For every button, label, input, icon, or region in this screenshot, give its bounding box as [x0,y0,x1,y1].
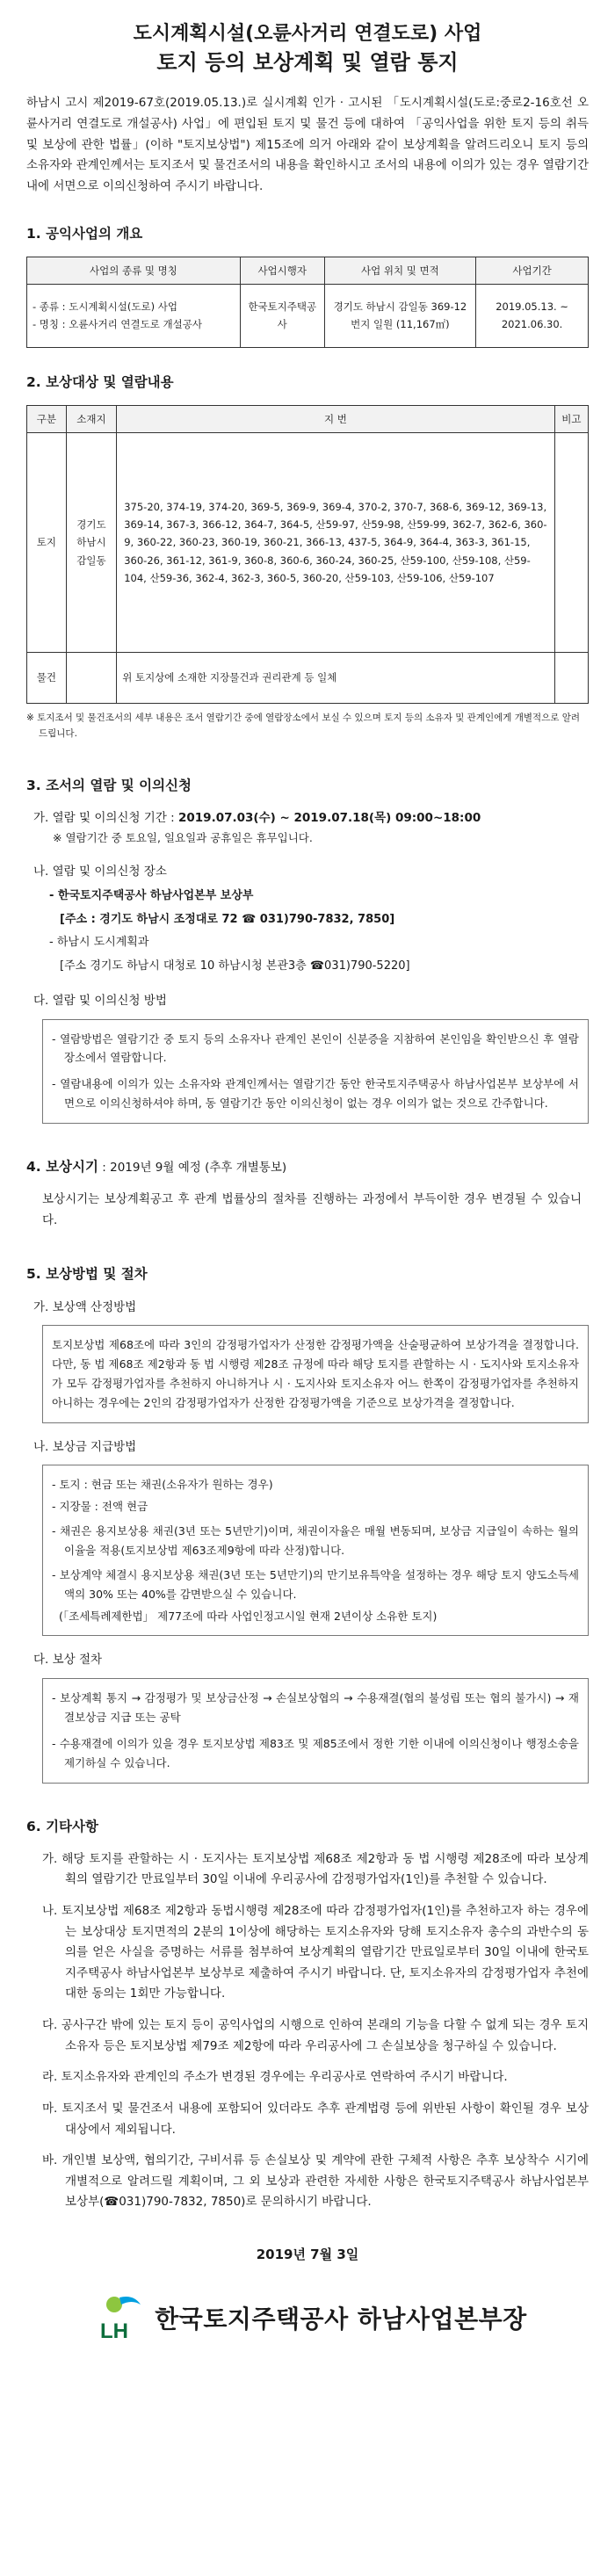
page-title-line1: 도시계획시설(오륜사거리 연결도로) 사업 [133,23,482,45]
section5-c [26,1650,589,1671]
holiday-note: ※ 열람기간 중 토요일, 일요일과 공휴일은 휴무입니다. [53,831,313,845]
place1-name: - 한국토지주택공사 하남사업본부 보상부 [49,888,254,902]
misc-item: 나. 토지보상법 제68조 제2항과 동법시행령 제28조에 따라 감정평가업자(1인)를 추천하고자 하는 경우에는 보상대상 토지면적의 2분의 1이상에 해당하는 토지소유자와 당해 토지소유자 총수의 과반수의 동의를 얻은 사실을 증명하는 서류를 첨부하여 보상계획의 열람기간 만료일로부터 30일 이내에 한국토지주택공사 하남사업본부 보상부로 제출하여 주시기 바랍니다. 단, 토지소유자의 감정평가업자 추천에 대한 동의는 1회만 가능합니다. [42,1903,589,2001]
method-item: - 열람방법은 열람기간 중 토지 등의 소유자나 관계인 본인이 신분증을 지참하여 본인임을 확인받으신 후 열람 장소에서 열람합니다. [52,1031,579,1065]
table-row [27,653,589,704]
logo-text: LH [100,2319,129,2344]
inspection-method-box [42,1019,589,1125]
table-header-cell: 지 번 [117,405,554,432]
table-row [27,433,589,653]
project-type: - 종류 : 도시계획시설(도로) 사업 [33,300,177,314]
section4-label: 4. 보상시기 [26,1159,98,1176]
goods-description: 위 토지상에 소재한 지장물건과 권리관계 등 일체 [117,653,554,704]
payment-item-note: (「조세특례제한법」 제77조에 따라 사업인정고시일 현재 2년이상 소유한 토지) [59,1609,438,1623]
section5-b [26,1437,589,1458]
goods-category: 물건 [27,653,67,704]
valuation-method-label: 가. 보상액 산정방법 [33,1299,137,1314]
inspection-period-value: 2019.07.03(수) ~ 2019.07.18(목) 09:00~18:00 [178,810,481,825]
table-header-cell: 소재지 [66,405,117,432]
lh-logo [88,2292,149,2345]
table-header-cell: 비고 [554,405,588,432]
misc-item: 다. 공사구간 밖에 있는 토지 등이 공익사업의 시행으로 인하여 본래의 기능을 다할 수 없게 되는 경우 토지소유자 등은 토지보상법 제79조 제2항에 따라 우리공사에 그 손실보상을 청구하실 수 있습니다. [42,2018,589,2053]
project-period-cell [476,284,589,347]
misc-item: 마. 토지조서 및 물건조서 내용에 포함되어 있더라도 추후 관계법령 등에 위반된 사항이 확인될 경우 보상대상에서 제외됩니다. [42,2101,589,2137]
signature-block [26,2292,589,2345]
table-row [27,284,589,347]
land-remark [554,433,588,653]
section3-c [26,991,589,1012]
procedure-item: - 보상계획 통지 → 감정평가 및 보상금산정 → 손실보상협의 → 수용재결(협의 불성립 또는 협의 불가시) → 재결보상금 지급 또는 공탁 [52,1691,579,1724]
method-item: - 열람내용에 이의가 있는 소유자와 관계인께서는 열람기간 동안 한국토지주택공사 하남사업본부 보상부에 서면으로 이의신청하셔야 하며, 동 열람기간 동안 이의신청이 없는 경우 이의가 없는 것으로 간주합니다. [52,1077,579,1111]
section4-title [26,1155,589,1179]
notice-date: 2019년 7월 3일 [256,2247,359,2263]
payment-item: - 토지 : 현금 또는 채권(소유자가 원하는 경우) [52,1478,273,1492]
table-header-cell: 사업의 종류 및 명칭 [27,257,241,284]
section5-title: 5. 보상방법 및 절차 [26,1266,148,1283]
page-title-line2: 토지 등의 보상계획 및 열람 통지 [156,49,459,75]
section4-value: : 2019년 9월 예정 (추후 개별통보) [98,1161,287,1176]
misc-item: 가. 해당 토지를 관할하는 시 · 도지사는 토지보상법 제68조 제2항과 동 법 시행령 제28조에 따라 보상계획의 열람기간 만료일부터 30일 이내에 우리공사에 감정평가업자(1인)를 추천할 수 있습니다. [42,1851,589,1887]
table-header-cell: 사업 위치 및 면적 [324,257,476,284]
goods-remark [554,653,588,704]
project-name: - 명칭 : 오륜사거리 연결도로 개설공사 [33,318,202,331]
project-location: 경기도 하남시 감일동 369-12번지 일원 (11,167㎡) [324,284,476,347]
section3-b [26,862,589,977]
payment-item: - 보상계약 체결시 용지보상용 채권(3년 또는 5년만기)의 만기보유특약을 설정하는 경우 해당 토지 양도소득세액의 30% 또는 40%를 감면받으실 수 있습니다. [52,1567,579,1601]
section1-title: 1. 공익사업의 개요 [26,225,143,242]
table-header-cell: 구분 [27,405,67,432]
section6-title: 6. 기타사항 [26,1818,98,1834]
section2-note: ※ 토지조서 및 물건조서의 세부 내용은 조서 열람기간 중에 열람장소에서 보실 수 있으며 토지 등의 소유자 및 관계인에게 개별적으로 알려드립니다. [26,713,581,739]
section4-text: 보상시기는 보상계획공고 후 관계 법률상의 절차를 진행하는 과정에서 부득이한 경우 변경될 수 있습니다. [42,1192,582,1227]
goods-location [66,653,117,704]
project-period-start: 2019.05.13. ~ [496,300,568,314]
place1-address: [주소 : 경기도 하남시 조정대로 72 ☎ 031)790-7832, 7850] [60,912,395,926]
payment-method-box [42,1465,589,1636]
payment-method-label: 나. 보상금 지급방법 [33,1439,137,1454]
project-period-end: 2021.06.30. [501,318,563,331]
project-type-cell [27,284,241,347]
table-header-cell: 사업기간 [476,257,589,284]
valuation-method-text: 토지보상법 제68조에 따라 3인의 감정평가업자가 산정한 감정평가액을 산술평균하여 보상가격을 결정합니다. 다만, 동 법 제68조 제2항과 동 법 시행령 제28조 규정에 따라 해당 토지를 관할하는 시 · 도지사와 토지소유자가 모두 감정평가업자를 추천하지 아니하거나 시 · 도지사와 토지소유자 어느 한쪽이 감정평가업자를 추천하지 아니하는 경우에는 2인의 감정평가업자가 산정한 감정평가액을 기준으로 보상가격을 결정합니다. [52,1338,579,1409]
inspection-place-label: 나. 열람 및 이의신청 장소 [33,865,167,879]
signature-name: 한국토지주택공사 하남사업본부장 [155,2304,527,2334]
table-header-row [27,257,589,284]
procedure-box [42,1678,589,1784]
valuation-method-box [42,1325,589,1423]
table-header-cell: 사업시행자 [240,257,324,284]
place2-address: [주소 경기도 하남시 대청로 10 하남시청 본관3층 ☎031)790-5220] [60,959,410,973]
place2-name: - 하남시 도시계획과 [49,936,149,950]
misc-item: 라. 토지소유자와 관계인의 주소가 변경된 경우에는 우리공사로 연락하여 주시기 바랍니다. [42,2070,508,2085]
procedure-label: 다. 보상 절차 [33,1653,103,1668]
payment-item: - 지장물 : 전액 현금 [52,1500,148,1514]
procedure-item: - 수용재결에 이의가 있을 경우 토지보상법 제83조 및 제85조에서 정한 기한 이내에 이의신청이나 행정소송을 제기하실 수 있습니다. [52,1736,579,1769]
table-header-row [27,405,589,432]
land-location: 경기도 하남시 감일동 [66,433,117,653]
intro-paragraph: 하남시 고시 제2019-67호(2019.05.13.)로 실시계획 인가 · 고시된 「도시계획시설(도로:중로2-16호선 오륜사거리 연결도로 개설공사) 사업」에 편입된 토지 및 물건 등에 대하여 「공익사업을 위한 토지 등의 취득 및 보상에 관한 법률」(이하 "토지보상법") 제15조에 의거 아래와 같이 보상계획을 알려드리오니 토지 등의 소유자와 관계인께서는 토지조서 및 물건조서의 내용을 확인하시고 조서의 내용에 이의가 있는 경우 열람기간 내에 서면으로 이의신청하여 주시기 바랍니다. [26,96,589,193]
inspection-method-label: 다. 열람 및 이의신청 방법 [33,993,167,1008]
misc-item: 바. 개인별 보상액, 협의기간, 구비서류 등 손실보상 및 계약에 관한 구체적 사항은 추후 보상착수 시기에 개별적으로 알려드릴 계획이며, 그 외 보상과 관련한 자세한 사항은 한국토지주택공사 하남사업본부 보상부(☎031)790-7832, 7850)로 문의하시기 바랍니다. [42,2153,589,2210]
section3-a [26,808,589,849]
section2-title: 2. 보상대상 및 열람내용 [26,373,174,390]
project-operator: 한국토지주택공사 [240,284,324,347]
compensation-target-table [26,405,589,704]
section5-a [26,1298,589,1319]
project-overview-table [26,257,589,348]
land-lot-numbers: 375-20, 374-19, 374-20, 369-5, 369-9, 369-4, 370-2, 370-7, 368-6, 369-12, 369-13, 369-14, 367-3, 366-12, 364-7, 364-5, 산59-97, 산59-98, 산59-99, 362-7, 362-6, 360-9, 360-22, 360-23, 360-19, 360-21, 366-13, 437-5, 364-9, 364-4, 363-3, 361-15, 360-26, 361-12, 361-9, 360-8, 360-6, 360-24, 360-25, 산59-100, 산59-108, 산59-104, 산59-36, 362-4, 362-3, 360-5, 360-20, 산59-103, 산59-106, 산59-107 [117,433,554,653]
land-category: 토지 [27,433,67,653]
section3-title: 3. 조서의 열람 및 이의신청 [26,777,192,793]
payment-item: - 채권은 용지보상용 채권(3년 또는 5년만기)이며, 채권이자율은 매월 변동되며, 보상금 지급일이 속하는 월의 이율을 적용(토지보상법 제63조제9항에 따라 산정)합니다. [52,1524,579,1557]
lh-logo-icon [88,2292,149,2345]
inspection-period-label: 가. 열람 및 이의신청 기간 : [33,810,178,825]
